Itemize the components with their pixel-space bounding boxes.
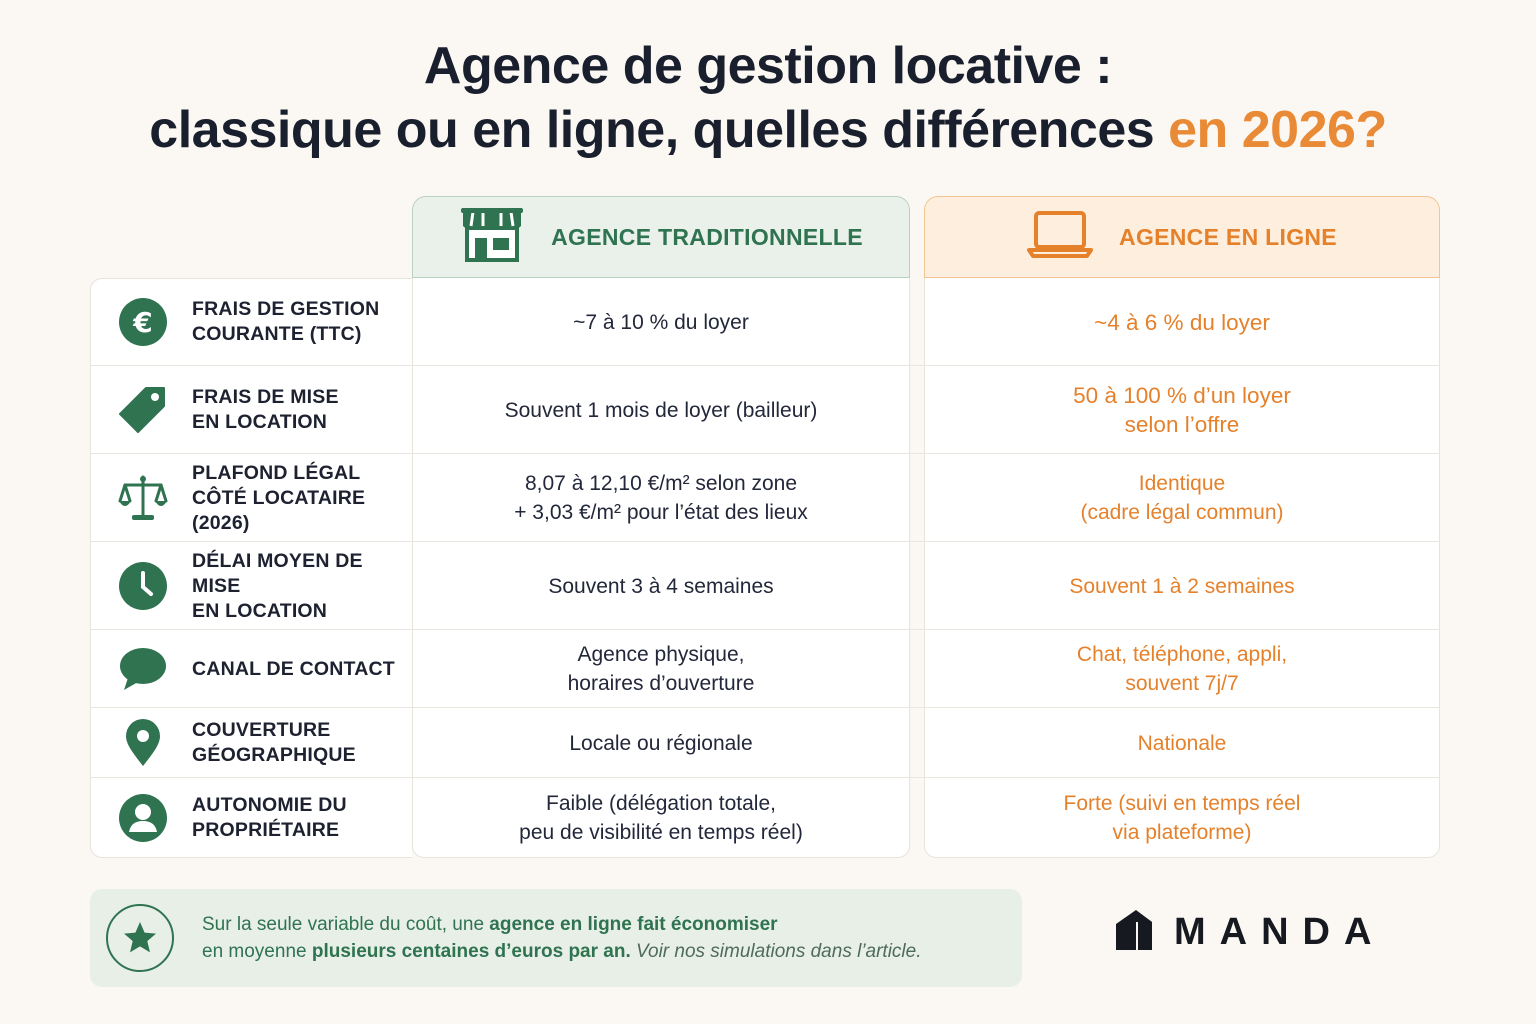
callout-bold-1: agence en ligne fait économiser [489,914,778,935]
title-line-2 [0,98,1536,162]
callout-line-1 [202,911,922,938]
row-value-online: Souvent 1 à 2 semaines [1069,574,1295,598]
manda-logo-text: MANDA [1174,911,1386,953]
row-value-online: ~4 à 6 % du loyer [1094,309,1270,335]
row-label-cell [90,630,412,708]
page-title [0,34,1536,162]
row-value-online: Identique (cadre légal commun) [1080,472,1284,524]
chat-bubble-icon [118,644,168,694]
row-label: CANAL DE CONTACT [192,657,395,680]
callout-bold-2: plusieurs centaines d’euros par an. [311,941,631,962]
price-tag-icon [118,385,168,435]
manda-logo [1116,910,1385,955]
row-label-cell [90,708,412,778]
star-icon [106,904,174,972]
row-label: FRAIS DE MISE EN LOCATION [192,386,339,433]
table-row [90,542,1440,630]
row-value-traditional: Locale ou régionale [569,731,753,755]
svg-text:€: € [133,306,153,339]
callout-text-part1: Sur la seule variable du coût, une [202,914,490,935]
row-label: DÉLAI MOYEN DE MISE EN LOCATION [192,549,363,622]
manda-logo-mark-icon [1116,910,1152,955]
euro-icon [118,297,168,347]
clock-icon [118,561,168,611]
column-header-online [924,196,1440,278]
storefront-icon [459,206,525,268]
table-row [90,366,1440,454]
row-value-traditional: Faible (délégation totale, peu de visibilité en temps réel) [519,792,803,844]
map-pin-icon [118,718,168,768]
callout-line-2 [202,938,922,965]
callout-text-part2: en moyenne [202,941,312,962]
title-line-2-text: classique ou en ligne, quelles différences [149,101,1155,159]
callout-text [202,911,922,965]
row-label-cell [90,454,412,542]
row-label-cell [90,778,412,858]
row-value-traditional: Souvent 3 à 4 semaines [548,574,774,598]
table-row [90,278,1440,366]
comparison-table [90,196,1440,858]
row-value-traditional: ~7 à 10 % du loyer [573,310,749,334]
laptop-icon [1027,210,1093,264]
callout-italic-note: Voir nos simulations dans l’article. [630,941,922,962]
table-row [90,708,1440,778]
user-icon [118,793,168,843]
column-header-traditional-label: AGENCE TRADITIONNELLE [551,223,863,250]
table-row [90,630,1440,708]
row-value-online: Forte (suivi en temps réel via plateforme) [1063,792,1301,844]
row-value-traditional: Souvent 1 mois de loyer (bailleur) [504,398,818,422]
row-value-online: Chat, téléphone, appli, souvent 7j/7 [1076,643,1288,695]
row-value-online: 50 à 100 % d’un loyer selon l’offre [1073,383,1291,437]
table-row [90,454,1440,542]
row-label: AUTONOMIE DU PROPRIÉTAIRE [192,794,347,841]
row-label-cell [90,542,412,630]
row-label-cell [90,366,412,454]
row-label: FRAIS DE GESTION COURANTE (TTC) [192,298,380,345]
title-accent: en 2026 [1168,101,1356,159]
column-header-online-label: AGENCE EN LIGNE [1119,223,1337,250]
table-row [90,778,1440,858]
row-value-traditional: Agence physique, horaires d’ouverture [567,643,755,695]
title-line-1: Agence de gestion locative : [423,37,1113,95]
row-label-cell [90,278,412,366]
savings-callout [90,889,1022,987]
row-value-online: Nationale [1137,731,1227,755]
row-label: COUVERTURE GÉOGRAPHIQUE [192,719,356,766]
column-header-traditional [412,196,910,278]
row-value-traditional: 8,07 à 12,10 €/m² selon zone + 3,03 €/m² pour l’état des lieux [514,472,808,524]
title-question-mark: ? [1355,101,1387,159]
row-label: PLAFOND LÉGAL CÔTÉ LOCATAIRE (2026) [192,461,366,534]
scales-icon [118,473,168,523]
